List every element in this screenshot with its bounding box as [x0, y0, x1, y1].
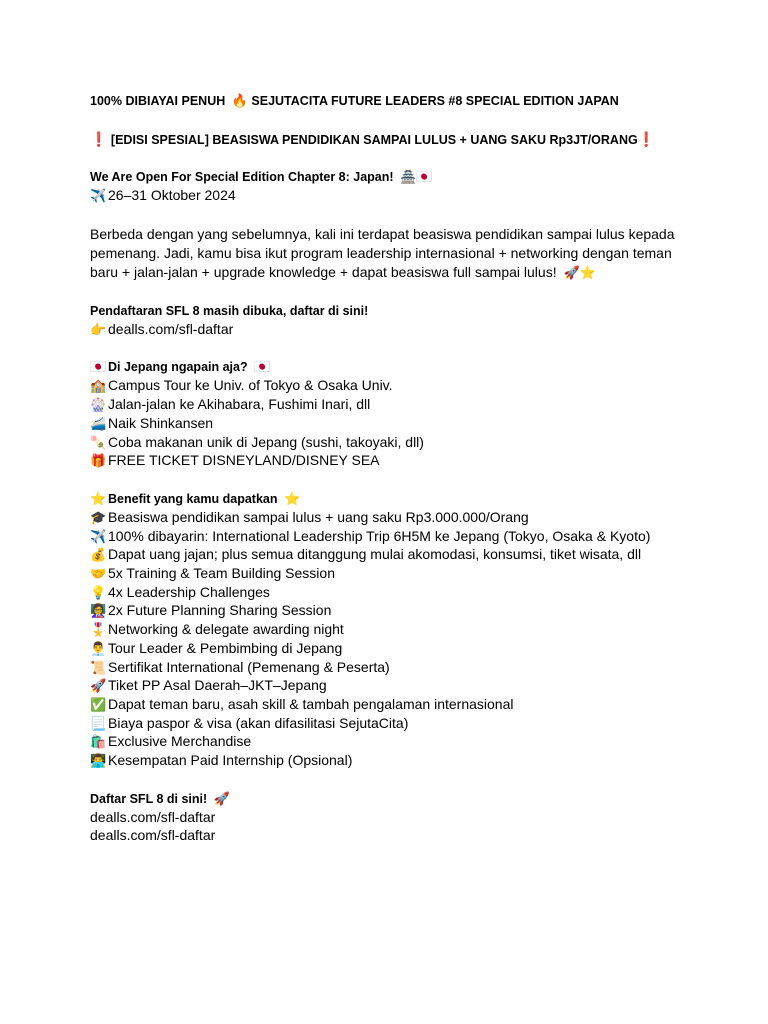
- list-item-icon: 💰: [90, 547, 107, 563]
- title-text-2: SEJUTACITA FUTURE LEADERS #8 SPECIAL EDITION JAPAN: [251, 94, 619, 108]
- list-item-icon: 🤝: [90, 566, 107, 582]
- list-item: [90, 751, 730, 770]
- list-item-icon: ✅: [90, 696, 107, 712]
- open-heading: [90, 168, 730, 186]
- list-item-text: Sertifikat International (Pemenang & Peserta): [108, 658, 390, 675]
- exclamation-icon: ❗: [90, 131, 108, 147]
- star-end-icon: ⭐: [283, 490, 301, 506]
- list-item-icon: 🚄: [90, 415, 107, 431]
- rocket-star-icon: 🚀⭐: [563, 264, 596, 280]
- list-item: [90, 695, 730, 714]
- list-item-icon: 🎁: [90, 453, 107, 469]
- list-item: [90, 658, 730, 677]
- list-item-icon: 🎖️: [90, 622, 107, 638]
- list-item-icon: 👩‍🏫: [90, 603, 107, 619]
- list-item-text: Networking & delegate awarding night: [108, 621, 344, 638]
- list-item-text: Exclusive Merchandise: [108, 733, 252, 750]
- star-icon: ⭐: [90, 490, 107, 506]
- list-item-icon: 🛍️: [90, 734, 107, 750]
- register-link-row: [90, 320, 730, 339]
- fire-icon: 🔥: [231, 93, 248, 108]
- list-item: [90, 564, 730, 583]
- castle-japan-flag-icon: 🏯🇯🇵: [400, 169, 433, 184]
- list-item: [90, 433, 730, 452]
- list-item-text: Kesempatan Paid Internship (Opsional): [108, 752, 353, 769]
- benefit-heading-text: Benefit yang kamu dapatkan: [108, 491, 278, 506]
- list-item: [90, 583, 730, 602]
- list-item-text: Dapat uang jajan; plus semua ditanggung mulai akomodasi, konsumsi, tiket wisata, dll: [108, 546, 642, 563]
- list-item-text: Coba makanan unik di Jepang (sushi, takoyaki, dll): [108, 433, 424, 450]
- list-item-text: Dapat teman baru, asah skill & tambah pengalaman internasional: [108, 695, 514, 712]
- list-item-icon: 🏫: [90, 378, 107, 394]
- list-item-text: Tiket PP Asal Daerah–JKT–Jepang: [108, 677, 327, 694]
- intro-text: Berbeda dengan yang sebelumnya, kali ini terdapat beasiswa pendidikan sampai lulus kepada pemenang. Jadi, kamu bisa ikut program leadership internasional + networking dengan teman baru + jalan-jalan + upgrade knowledge + dapat beasiswa full sampai lulus!: [90, 225, 675, 280]
- benefit-heading: [90, 490, 730, 508]
- list-item-text: FREE TICKET DISNEYLAND/DISNEY SEA: [108, 452, 380, 469]
- list-item-icon: 💡: [90, 584, 107, 600]
- list-item: [90, 620, 730, 639]
- list-item-icon: 📜: [90, 659, 107, 675]
- list-item: [90, 395, 730, 414]
- subtitle-text: [EDISI SPESIAL] BEASISWA PENDIDIKAN SAMPAI LULUS + UANG SAKU Rp3JT/ORANG: [110, 133, 638, 147]
- list-item-text: Campus Tour ke Univ. of Tokyo & Osaka Univ.: [108, 377, 393, 394]
- footer-link[interactable]: dealls.com/sfl-daftar: [90, 808, 216, 825]
- list-item-icon: 🍡: [90, 434, 107, 450]
- list-item: [90, 414, 730, 433]
- list-item-icon: 🎓: [90, 509, 107, 525]
- list-item-icon: 👨‍💻: [90, 753, 107, 769]
- list-item: [90, 508, 730, 527]
- list-item-icon: 🚀: [90, 678, 107, 694]
- list-item-text: Tour Leader & Pembimbing di Jepang: [108, 639, 343, 656]
- list-item: [90, 376, 730, 395]
- japan-activity-list: [90, 376, 730, 470]
- list-item-text: 4x Leadership Challenges: [108, 583, 270, 600]
- document-subtitle: [90, 130, 730, 148]
- list-item-icon: ✈️: [90, 528, 107, 544]
- list-item-text: Naik Shinkansen: [108, 414, 214, 431]
- footer-link[interactable]: dealls.com/sfl-daftar: [90, 827, 216, 844]
- list-item: [90, 601, 730, 620]
- list-item-icon: 📃: [90, 715, 107, 731]
- footer-heading-text: Daftar SFL 8 di sini!: [90, 791, 208, 806]
- register-link[interactable]: dealls.com/sfl-daftar: [108, 320, 234, 337]
- footer-heading: [90, 790, 730, 808]
- japan-heading-text: Di Jepang ngapain aja?: [108, 360, 248, 375]
- list-item: [90, 714, 730, 733]
- japan-flag-icon: 🇯🇵: [90, 359, 107, 375]
- japan-flag-end-icon: 🇯🇵: [254, 359, 271, 375]
- open-heading-text: We Are Open For Special Edition Chapter 8: Japan!: [90, 170, 394, 184]
- list-item: [90, 451, 730, 470]
- event-date-text: 26–31 Oktober 2024: [108, 187, 236, 203]
- document-title: [90, 92, 730, 110]
- exclamation-end-icon: ❗: [637, 131, 656, 147]
- intro-paragraph: [90, 225, 680, 282]
- document-page: [90, 92, 730, 845]
- japan-heading: [90, 358, 730, 376]
- list-item-icon: 👨‍💼: [90, 640, 107, 656]
- list-item: [90, 676, 730, 695]
- list-item-text: Biaya paspor & visa (akan difasilitasi SejutaCita): [108, 714, 409, 731]
- title-text: 100% DIBIAYAI PENUH: [90, 94, 226, 108]
- list-item-text: 100% dibayarin: International Leadership Trip 6H5M ke Jepang (Tokyo, Osaka & Kyoto): [108, 527, 651, 544]
- list-item: [90, 545, 730, 564]
- event-date: [90, 186, 730, 205]
- pointing-hand-icon: 👉: [90, 321, 107, 337]
- list-item-text: 5x Training & Team Building Session: [108, 565, 335, 582]
- rocket-icon: 🚀: [213, 790, 230, 806]
- list-item: [90, 732, 730, 751]
- list-item-text: Beasiswa pendidikan sampai lulus + uang saku Rp3.000.000/Orang: [108, 508, 529, 525]
- airplane-icon: ✈️: [90, 188, 107, 203]
- benefit-list: [90, 508, 730, 770]
- list-item-text: Jalan-jalan ke Akihabara, Fushimi Inari, dll: [108, 396, 371, 413]
- list-item-icon: 🎡: [90, 397, 107, 413]
- list-item: [90, 527, 730, 546]
- register-heading: Pendaftaran SFL 8 masih dibuka, daftar di sini!: [90, 303, 369, 318]
- list-item: [90, 639, 730, 658]
- list-item-text: 2x Future Planning Sharing Session: [108, 602, 332, 619]
